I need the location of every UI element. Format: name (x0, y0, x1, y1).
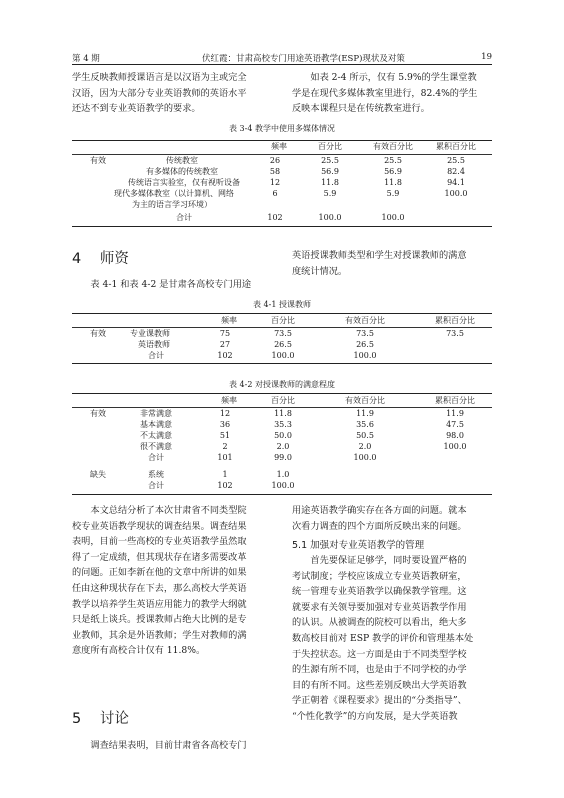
body-left-column (72, 503, 282, 659)
text-line: 用途英语教学确实存在各方面的问题。就本 (292, 505, 467, 516)
text-line: 汉语，因为大部分专业英语教师的英语水平 (72, 87, 247, 99)
column-header: 累积百分比 (435, 316, 475, 325)
cumulative-percent-cell: 82.4 (447, 167, 465, 176)
column-header: 累积百分比 (436, 142, 476, 151)
cumulative-percent-cell: 25.5 (447, 156, 465, 165)
table-bottom-rule (72, 363, 492, 364)
table-caption: 表 4-1 授课教师 (253, 300, 311, 309)
frequency-cell: 26 (269, 156, 281, 165)
percent-cell: 99.0 (274, 453, 292, 462)
table-caption: 表 4-2 对授课教师的满意程度 (229, 380, 335, 389)
frequency-cell: 27 (219, 340, 231, 349)
table-caption: 表 3-4 教学中使用多媒体情况 (229, 124, 335, 133)
row-group-label: 有效 (90, 409, 106, 418)
text-line: 校专业英语教学现状的调查结果。调查结果 (72, 520, 247, 532)
text-line: 学正朝着《课程要求》提出的“分类指导”、 (292, 695, 467, 707)
valid-percent-cell: 5.9 (386, 189, 400, 198)
text-line: 统一管理专业英语教学以确保教学管理。这 (292, 586, 467, 598)
cumulative-percent-cell: 94.1 (447, 178, 465, 187)
table-header-rule (72, 154, 492, 155)
row-label-continued: 为主的语言学习环境） (132, 200, 212, 209)
running-title: 伏红霞：甘肃高校专门用途英语教学(ESP)现状及对策 (202, 54, 405, 64)
percent-cell: 100.0 (318, 213, 342, 222)
page-number: 19 (481, 52, 492, 62)
section4-left-text (72, 277, 282, 293)
subsection-heading: 5.1 加强对专业英语教学的管理 (292, 540, 425, 551)
cumulative-percent-cell: 100.0 (444, 189, 468, 198)
section4-right-text (292, 248, 492, 279)
table-header-rule (72, 327, 492, 328)
cumulative-percent-cell: 47.5 (446, 420, 464, 429)
row-label: 传统教室 (166, 156, 198, 165)
column-header: 百分比 (271, 396, 295, 405)
column-header: 有效百分比 (373, 142, 413, 151)
text-line: 考试制度；学校应该成立专业英语教研室， (292, 570, 467, 582)
column-header: 累积百分比 (435, 396, 475, 405)
text-line: 表明，目前一些高校的专业英语教学虽然取 (72, 536, 247, 548)
cumulative-percent-cell: 100.0 (443, 442, 467, 451)
percent-cell: 100.0 (271, 351, 295, 360)
text-line: 只是纸上谈兵。授课教师占绝大比例的是专 (72, 614, 247, 626)
text-line: 的问题。正如李新在他的文章中所讲的如果 (72, 567, 247, 579)
valid-percent-cell: 26.5 (356, 340, 374, 349)
section-title: 讨论 (99, 711, 129, 727)
text-line: 如表 2-4 所示，仅有 5.9%的学生课堂教 (310, 72, 477, 83)
frequency-cell: 12 (219, 409, 231, 418)
section-title: 师资 (99, 251, 129, 267)
column-header: 频率 (221, 316, 237, 325)
row-label: 传统语言实验室，仅有视听设备 (128, 178, 240, 187)
row-label: 有多媒体的传统教室 (146, 167, 218, 176)
frequency-cell: 12 (269, 178, 281, 187)
text-line: 的认识。从被调查的院校可以看出，绝大多 (292, 617, 467, 629)
table-top-rule (72, 140, 492, 141)
frequency-cell: 102 (217, 481, 233, 490)
intro-right-column (292, 70, 492, 117)
text-line: 意度所有高校合计仅有 11.8%。 (72, 645, 206, 657)
frequency-cell: 101 (217, 453, 233, 462)
percent-cell: 1.0 (276, 470, 290, 479)
row-label: 不太满意 (140, 431, 172, 440)
valid-percent-cell: 56.9 (384, 167, 402, 176)
percent-cell: 11.8 (274, 409, 292, 418)
frequency-cell: 36 (219, 420, 231, 429)
body-right-column (292, 553, 492, 725)
table-top-rule (72, 313, 492, 314)
row-group-label: 有效 (90, 156, 106, 165)
frequency-cell: 1 (222, 470, 228, 479)
text-line: 还达不到专业英语教学的要求。 (72, 103, 201, 115)
cumulative-percent-cell: 73.5 (446, 329, 464, 338)
percent-cell: 2.0 (276, 442, 290, 451)
section-heading (72, 247, 129, 268)
percent-cell: 11.8 (321, 178, 339, 187)
valid-percent-cell: 25.5 (384, 156, 402, 165)
percent-cell: 50.0 (274, 431, 292, 440)
text-line: 于失控状态。这一方面是由于不同类型学校 (292, 648, 467, 660)
row-label: 合计 (176, 213, 192, 222)
text-line: 得了一定成绩，但其现状存在诸多需要改革 (72, 551, 247, 563)
row-label: 基本满意 (140, 420, 172, 429)
row-label: 合计 (148, 453, 164, 462)
text-line: 目的有所不同。这些差别反映出大学英语教 (292, 679, 467, 691)
text-line: 任由这种现状存在下去，那么高校大学英语 (72, 582, 247, 594)
valid-percent-cell: 11.9 (356, 409, 374, 418)
text-line: 业教师，其余是外语教师；学生对教师的满 (72, 629, 247, 641)
section-heading (72, 707, 129, 728)
section-number: 4 (72, 251, 82, 267)
text-line: 度统计情况。 (292, 265, 348, 277)
valid-percent-cell: 2.0 (358, 442, 372, 451)
valid-percent-cell: 73.5 (356, 329, 374, 338)
issue-number: 第 4 期 (72, 54, 100, 64)
frequency-cell: 2 (222, 442, 228, 451)
text-line: 反映本课程只是在传统教室进行。 (292, 103, 430, 115)
frequency-cell: 51 (219, 431, 231, 440)
valid-percent-cell: 50.5 (356, 431, 374, 440)
frequency-cell: 102 (217, 351, 233, 360)
text-line: 教学以培养学生英语应用能力的教学大纲就 (72, 598, 247, 610)
text-line: 调查结果表明，目前甘肃省各高校专门 (90, 740, 247, 751)
row-label: 非常满意 (140, 409, 172, 418)
percent-cell: 5.9 (323, 189, 337, 198)
text-line: 学是在现代多媒体教室里进行，82.4%的学生 (292, 87, 478, 99)
frequency-cell: 75 (219, 329, 231, 338)
row-label: 合计 (148, 481, 164, 490)
percent-cell: 56.9 (321, 167, 339, 176)
valid-percent-cell: 35.6 (356, 420, 374, 429)
column-header: 有效百分比 (345, 316, 385, 325)
row-label: 系统 (148, 470, 164, 479)
text-line: 学生反映教师授课语言是以汉语为主或完全 (72, 72, 247, 83)
text-line: 的生源有所不同，也是由于不同学校的办学 (292, 664, 467, 676)
percent-cell: 35.3 (274, 420, 292, 429)
percent-cell: 25.5 (321, 156, 339, 165)
section5-text (72, 738, 282, 754)
row-group-label: 有效 (90, 329, 106, 338)
column-header: 频率 (221, 396, 237, 405)
valid-percent-cell: 100.0 (353, 351, 377, 360)
text-line: 首先要保证足够学，同时要设置严格的 (310, 555, 467, 566)
table-header-rule (72, 407, 492, 408)
column-header: 频率 (271, 142, 287, 151)
text-line: 表 4-1 和表 4-2 是甘肃各高校专门用途 (90, 279, 252, 290)
percent-cell: 73.5 (274, 329, 292, 338)
row-label: 合计 (148, 351, 164, 360)
column-header: 百分比 (271, 316, 295, 325)
valid-percent-cell: 11.8 (384, 178, 402, 187)
cumulative-percent-cell: 11.9 (446, 409, 464, 418)
row-label: 英语教师 (138, 340, 170, 349)
text-line: 英语授课教师类型和学生对授课教师的满意 (292, 250, 467, 261)
column-header: 百分比 (318, 142, 342, 151)
percent-cell: 26.5 (274, 340, 292, 349)
table-bottom-rule (72, 226, 492, 227)
row-group-label: 缺失 (90, 470, 106, 479)
text-line: “个性化教学”的方向发展，是大学英语教 (292, 710, 458, 722)
text-line: 数高校目前对 ESP 教学的评价和管理基本处 (292, 632, 474, 644)
valid-percent-cell: 100.0 (353, 453, 377, 462)
text-line: 次看力调查的四个方面所反映出来的问题。 (292, 520, 467, 532)
row-label: 专业课教师 (130, 329, 170, 338)
table-top-rule (72, 393, 492, 394)
table-bottom-rule (72, 494, 492, 495)
row-label: 现代多媒体教室（以计算机、网络 (114, 189, 234, 198)
text-line: 就要求有关领导要加强对专业英语教学作用 (292, 601, 467, 613)
column-header: 有效百分比 (345, 396, 385, 405)
intro-left-column (72, 70, 276, 117)
valid-percent-cell: 100.0 (381, 213, 405, 222)
section-number: 5 (72, 711, 82, 727)
header-rule (72, 64, 492, 65)
row-label: 很不满意 (140, 442, 172, 451)
percent-cell: 100.0 (271, 481, 295, 490)
cumulative-percent-cell: 98.0 (446, 431, 464, 440)
frequency-cell: 58 (269, 167, 281, 176)
text-line: 本文总结分析了本次甘肃省不同类型院 (90, 505, 247, 516)
body-right-top (292, 503, 492, 534)
frequency-cell: 6 (272, 189, 278, 198)
frequency-cell: 102 (267, 213, 283, 222)
